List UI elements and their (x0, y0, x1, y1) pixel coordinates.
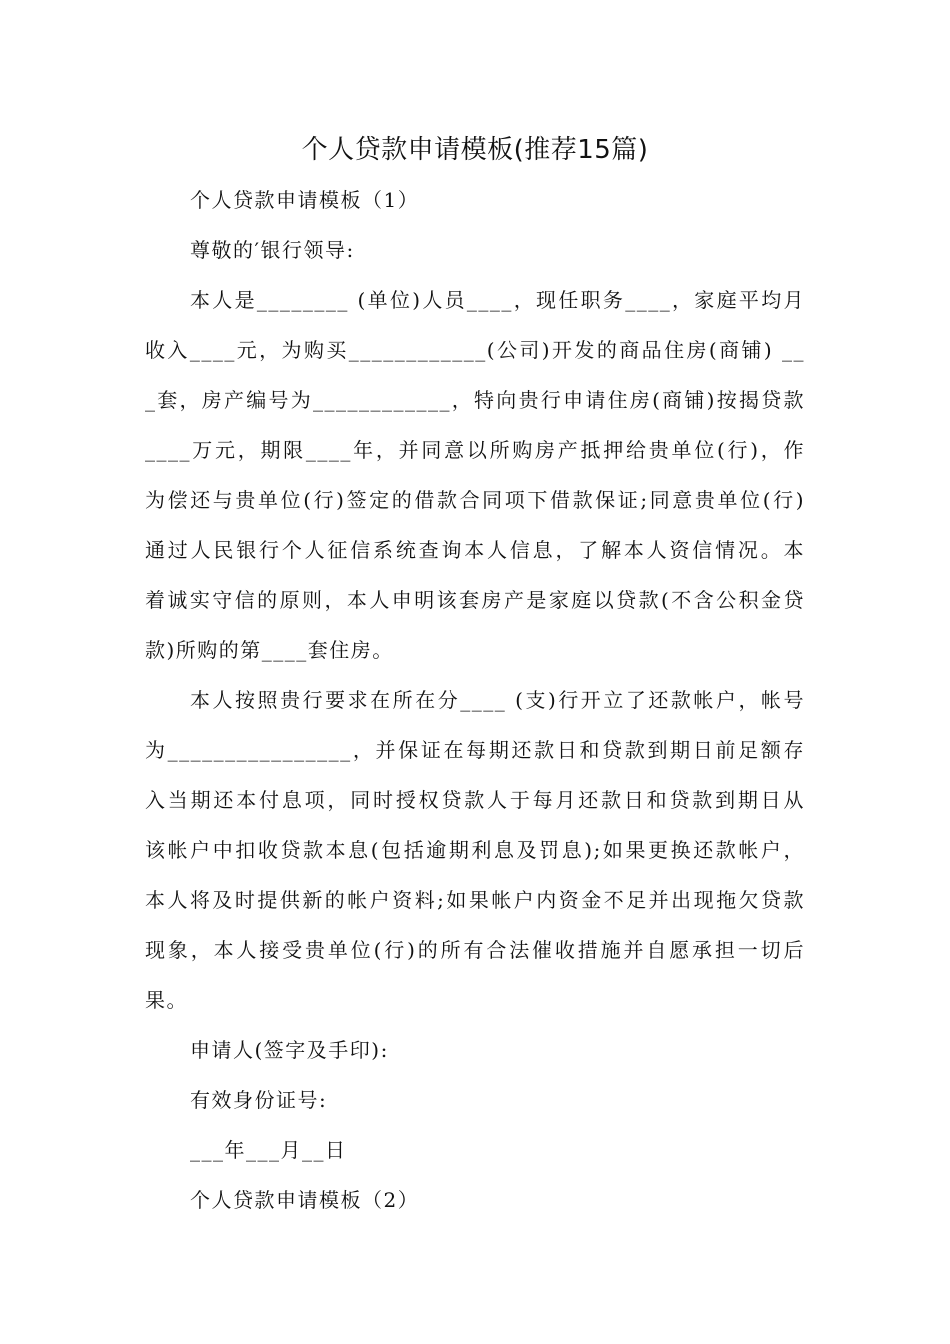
paragraph-1-line: 为偿还与贵单位(行)签定的借款合同项下借款保证;同意贵单位(行) (145, 488, 805, 512)
paragraph-1-line: ____万元，期限____年，并同意以所购房产抵押给贵单位(行)，作 (145, 438, 805, 462)
paragraph-1-line: 通过人民银行个人征信系统查询本人信息，了解本人资信情况。本 (145, 538, 805, 562)
paragraph-1-line: 本人是________ (单位)人员____，现任职务____，家庭平均月 (190, 288, 805, 312)
section-heading-2: 个人贷款申请模板（2） (190, 1188, 420, 1212)
id-number-label: 有效身份证号: (190, 1088, 328, 1112)
salutation: 尊敬的′银行领导: (190, 238, 355, 262)
paragraph-2-line: 本人按照贵行要求在所在分____ (支)行开立了还款帐户，帐号 (190, 688, 805, 712)
document-title: 个人贷款申请模板(推荐15篇) (301, 135, 649, 165)
date-line: ___年___月__日 (190, 1138, 347, 1162)
paragraph-2-line: 入当期还本付息项，同时授权贷款人于每月还款日和贷款到期日从 (145, 788, 805, 812)
paragraph-2-line: 果。 (145, 988, 188, 1012)
section-heading-1: 个人贷款申请模板（1） (190, 188, 420, 212)
paragraph-1-line: 收入____元，为购买____________(公司)开发的商品住房(商铺) __ (145, 338, 805, 362)
paragraph-2-line: 现象，本人接受贵单位(行)的所有合法催收措施并自愿承担一切后 (145, 938, 805, 962)
paragraph-1-line: _套，房产编号为____________，特向贵行申请住房(商铺)按揭贷款 (145, 388, 805, 412)
paragraph-2-line: 为________________，并保证在每期还款日和贷款到期日前足额存 (145, 738, 805, 762)
paragraph-1-line: 款)所购的第____套住房。 (145, 638, 394, 662)
applicant-signature-label: 申请人(签字及手印): (190, 1038, 389, 1062)
paragraph-1-line: 着诚实守信的原则，本人申明该套房产是家庭以贷款(不含公积金贷 (145, 588, 805, 612)
paragraph-2-line: 该帐户中扣收贷款本息(包括逾期利息及罚息);如果更换还款帐户， (145, 838, 805, 862)
paragraph-2-line: 本人将及时提供新的帐户资料;如果帐户内资金不足并出现拖欠贷款 (145, 888, 805, 912)
